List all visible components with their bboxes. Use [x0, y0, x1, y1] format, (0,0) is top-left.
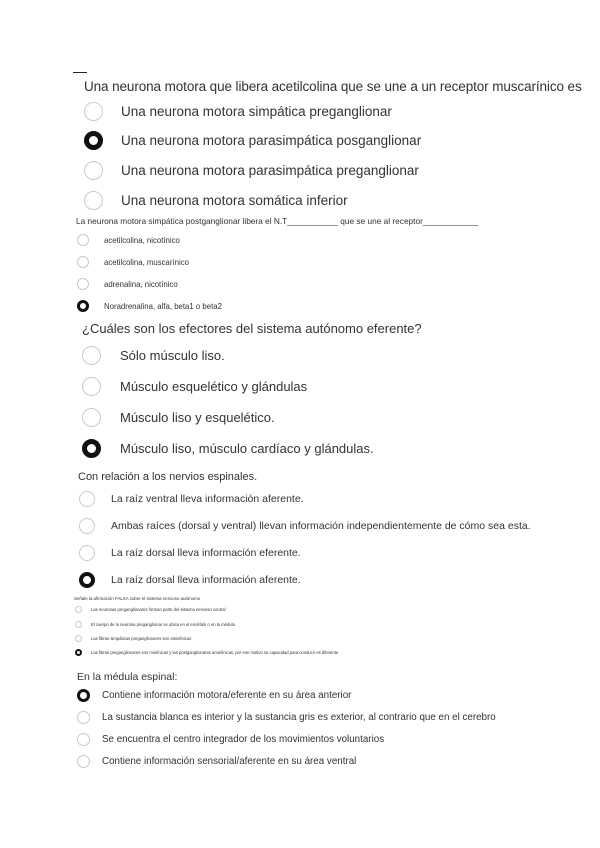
q1-option-1-radio[interactable]: [84, 102, 103, 121]
q6-option-1[interactable]: [77, 689, 351, 702]
q6-option-2[interactable]: [77, 711, 496, 724]
question-1-text: Una neurona motora que libera acetilcolina que se une a un receptor muscarínico es: [84, 79, 582, 94]
q2-option-2[interactable]: [77, 256, 189, 268]
q2-option-4[interactable]: [77, 300, 222, 312]
q1-option-3-label: Una neurona motora parasimpática preganglionar: [121, 163, 419, 178]
q1-option-4-radio[interactable]: [84, 191, 103, 210]
q2-option-4-label: Noradrenalina, alfa, beta1 o beta2: [104, 301, 222, 311]
q2-option-3-radio[interactable]: [77, 278, 89, 290]
q4-option-4-radio[interactable]: [79, 572, 95, 588]
q5-option-4-radio[interactable]: [75, 649, 82, 656]
q3-option-1-label: Sólo músculo liso.: [120, 348, 225, 363]
q2-option-1-label: acetilcolina, nicotínico: [104, 235, 180, 245]
q4-option-2-radio[interactable]: [79, 518, 95, 534]
q1-option-4[interactable]: [84, 191, 348, 210]
q5-option-3-label: Las fibras simpáticas preganglionares son amielínicas: [91, 636, 192, 641]
q6-option-1-radio[interactable]: [77, 689, 90, 702]
q2-option-1[interactable]: [77, 234, 180, 246]
q1-option-1[interactable]: [84, 102, 392, 121]
q5-option-3-radio[interactable]: [75, 635, 82, 642]
q2-option-3[interactable]: [77, 278, 178, 290]
q4-option-4-label: La raíz dorsal lleva información aferente.: [111, 574, 301, 586]
q3-option-2[interactable]: [82, 377, 307, 396]
q2-option-1-radio[interactable]: [77, 234, 89, 246]
question-4-text: Con relación a los nervios espinales.: [78, 471, 258, 483]
q2-option-2-radio[interactable]: [77, 256, 89, 268]
q5-option-4-label: Las fibras preganglionares son mielínicas y las postganglionares amielínicas, por ese motivo su capacidad para conducir es diferente: [91, 650, 339, 655]
q5-option-2[interactable]: [75, 621, 235, 628]
q3-option-1[interactable]: [82, 346, 225, 365]
q5-option-1[interactable]: [75, 606, 226, 613]
q4-option-3-radio[interactable]: [79, 545, 95, 561]
q3-option-3[interactable]: [82, 408, 275, 427]
q3-option-4-radio[interactable]: [82, 439, 101, 458]
q6-option-4-radio[interactable]: [77, 755, 90, 768]
q1-option-2[interactable]: [84, 131, 421, 150]
q5-option-3[interactable]: [75, 635, 191, 642]
q6-option-4[interactable]: [77, 755, 356, 768]
q5-option-1-label: Las neuronas preganglionares forman parte del sistema nervioso central: [91, 607, 226, 612]
question-6-text: En la médula espinal:: [77, 671, 178, 683]
q4-option-2[interactable]: [79, 518, 531, 534]
q1-option-2-radio[interactable]: [84, 131, 103, 150]
q1-option-3[interactable]: [84, 161, 419, 180]
q4-option-1-label: La raíz ventral lleva información aferente.: [111, 493, 304, 505]
q6-option-3-radio[interactable]: [77, 733, 90, 746]
q4-option-3-label: La raíz dorsal lleva información eferente.: [111, 547, 301, 559]
q6-option-2-label: La sustancia blanca es interior y la sustancia gris es exterior, al contrario que en el cerebro: [102, 712, 496, 723]
q3-option-4[interactable]: [82, 439, 374, 458]
q6-option-3-label: Se encuentra el centro integrador de los movimientos voluntarios: [102, 734, 385, 745]
top-dash-mark: [73, 72, 87, 73]
question-3-text: ¿Cuáles son los efectores del sistema autónomo eferente?: [82, 321, 422, 336]
q6-option-2-radio[interactable]: [77, 711, 90, 724]
q1-option-1-label: Una neurona motora simpática preganglionar: [121, 104, 392, 119]
q4-option-1[interactable]: [79, 491, 304, 507]
q3-option-2-label: Músculo esquelético y glándulas: [120, 379, 308, 394]
q4-option-4[interactable]: [79, 572, 301, 588]
q2-option-4-radio[interactable]: [77, 300, 89, 312]
q5-option-1-radio[interactable]: [75, 606, 82, 613]
q1-option-3-radio[interactable]: [84, 161, 103, 180]
q3-option-4-label: Músculo liso, músculo cardíaco y glándulas.: [120, 441, 374, 456]
q5-option-2-radio[interactable]: [75, 621, 82, 628]
q1-option-4-label: Una neurona motora somática inferior: [121, 193, 348, 208]
q6-option-3[interactable]: [77, 733, 384, 746]
q1-option-2-label: Una neurona motora parasimpática posganglionar: [121, 133, 422, 148]
q2-option-2-label: acetilcolina, muscarínico: [104, 257, 189, 267]
q5-option-4[interactable]: [75, 649, 338, 656]
q2-option-3-label: adrenalina, nicotínico: [104, 279, 178, 289]
q3-option-3-radio[interactable]: [82, 408, 101, 427]
q4-option-1-radio[interactable]: [79, 491, 95, 507]
q6-option-4-label: Contiene información sensorial/aferente en su área ventral: [102, 756, 357, 767]
q6-option-1-label: Contiene información motora/eferente en su área anterior: [102, 690, 352, 701]
q3-option-2-radio[interactable]: [82, 377, 101, 396]
question-2-text: La neurona motora simpática postganglionar libera el N.T___________ que se une al receptor____________: [76, 216, 479, 226]
q4-option-2-label: Ambas raíces (dorsal y ventral) llevan información independientemente de cómo sea esta.: [111, 520, 531, 532]
q5-option-2-label: El cuerpo de la neurona preganglionar se ubica en el encéfalo o en la médula: [91, 622, 235, 627]
q3-option-1-radio[interactable]: [82, 346, 101, 365]
q4-option-3[interactable]: [79, 545, 301, 561]
question-5-text: Señale la afirmación FALSA sobre el sistema nervioso autónomo: [74, 596, 201, 601]
q3-option-3-label: Músculo liso y esquelético.: [120, 410, 275, 425]
